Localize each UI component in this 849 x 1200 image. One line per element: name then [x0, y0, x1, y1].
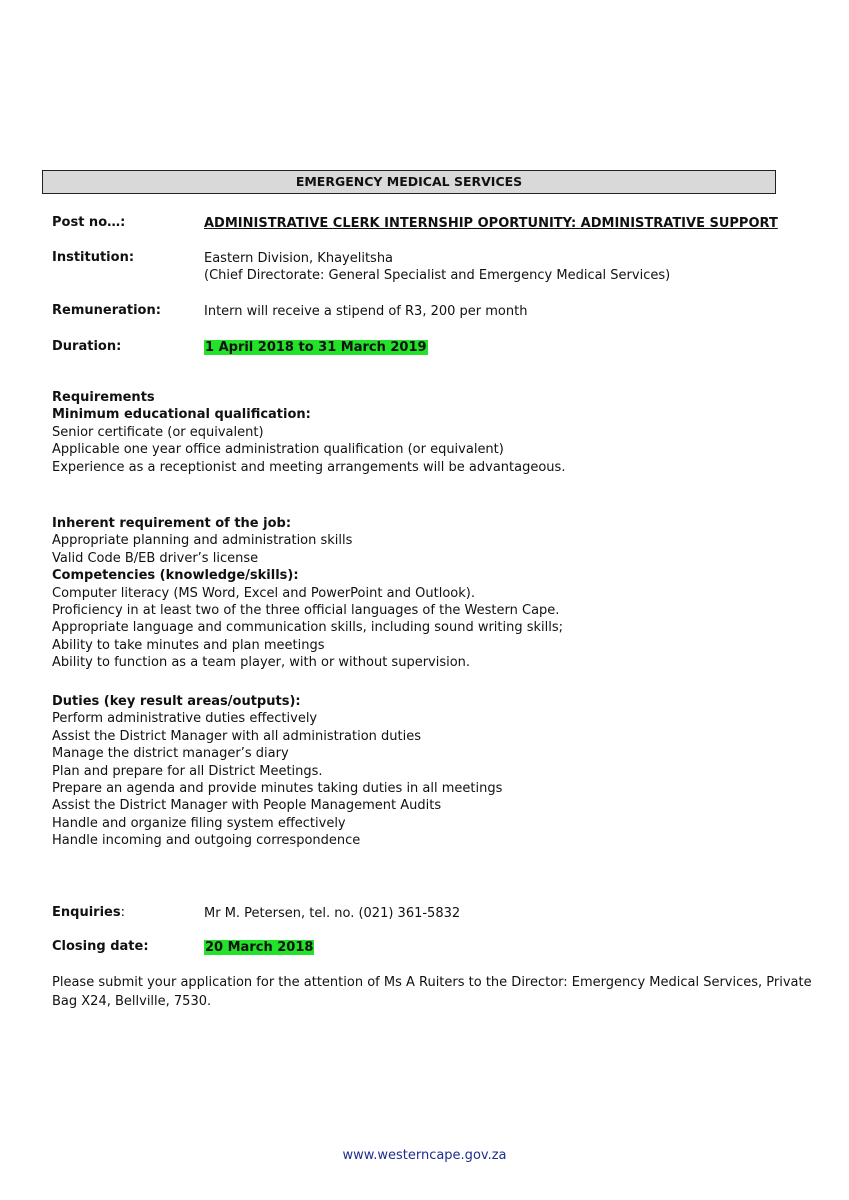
closing-date-value: 20 March 2018	[205, 940, 314, 955]
list-item: Manage the district manager’s diary	[52, 746, 289, 762]
list-item: Appropriate language and communication skills, including sound writing skills;	[52, 620, 564, 636]
institution-label: Institution:	[52, 250, 135, 265]
list-item: Handle and organize filing system effectively	[52, 815, 346, 831]
list-item: Assist the District Manager with People Management Audits	[52, 798, 442, 814]
section-banner: EMERGENCY MEDICAL SERVICES	[42, 170, 776, 194]
post-title: ADMINISTRATIVE CLERK INTERNSHIP OPORTUNITY: ADMINISTRATIVE SUPPORT	[204, 216, 778, 231]
inherent-heading: Inherent requirement of the job:	[52, 516, 292, 531]
requirements-heading: Requirements	[52, 390, 155, 405]
list-item: Senior certificate (or equivalent)	[52, 424, 264, 440]
min-qualification-heading: Minimum educational qualification:	[52, 407, 311, 423]
list-item: Ability to function as a team player, with or without supervision.	[52, 655, 471, 671]
institution-line2: (Chief Directorate: General Specialist and Emergency Medical Services)	[204, 268, 671, 283]
institution-line1: Eastern Division, Khayelitsha	[204, 251, 394, 266]
list-item: Experience as a receptionist and meeting arrangements will be advantageous.	[52, 459, 566, 475]
list-item: Assist the District Manager with all administration duties	[52, 728, 422, 744]
list-item: Applicable one year office administration qualification (or equivalent)	[52, 442, 504, 458]
remuneration-value: Intern will receive a stipend of R3, 200 per month	[204, 304, 528, 319]
footer-link[interactable]: www.westerncape.gov.za	[342, 1148, 507, 1163]
inherent-section	[52, 515, 563, 672]
enquiries-value: Mr M. Petersen, tel. no. (021) 361-5832	[204, 906, 461, 921]
list-item: Valid Code B/EB driver’s license	[52, 550, 259, 566]
post-label: Post no…:	[52, 215, 126, 230]
closing-label: Closing date:	[52, 939, 149, 954]
list-item: Proficiency in at least two of the three official languages of the Western Cape.	[52, 603, 560, 619]
remuneration-label: Remuneration:	[52, 303, 161, 318]
requirements-section	[52, 389, 565, 476]
duties-heading: Duties (key result areas/outputs):	[52, 694, 301, 709]
list-item: Computer literacy (MS Word, Excel and PowerPoint and Outlook).	[52, 585, 475, 601]
duties-section	[52, 693, 502, 850]
list-item: Prepare an agenda and provide minutes taking duties in all meetings	[52, 781, 503, 797]
submission-instructions: Please submit your application for the attention of Ms A Ruiters to the Director: Emergency Medical Services, Private Bag X24, Bellville, 7530.	[52, 975, 812, 1009]
competencies-heading: Competencies (knowledge/skills):	[52, 568, 299, 584]
list-item: Perform administrative duties effectively	[52, 711, 318, 727]
enquiries-label: Enquiries:	[52, 905, 125, 920]
list-item: Ability to take minutes and plan meetings	[52, 637, 325, 653]
list-item: Appropriate planning and administration skills	[52, 533, 353, 549]
list-item: Plan and prepare for all District Meetings.	[52, 763, 323, 779]
duration-value: 1 April 2018 to 31 March 2019	[205, 340, 427, 355]
duration-label: Duration:	[52, 339, 122, 354]
list-item: Handle incoming and outgoing correspondence	[52, 833, 361, 849]
